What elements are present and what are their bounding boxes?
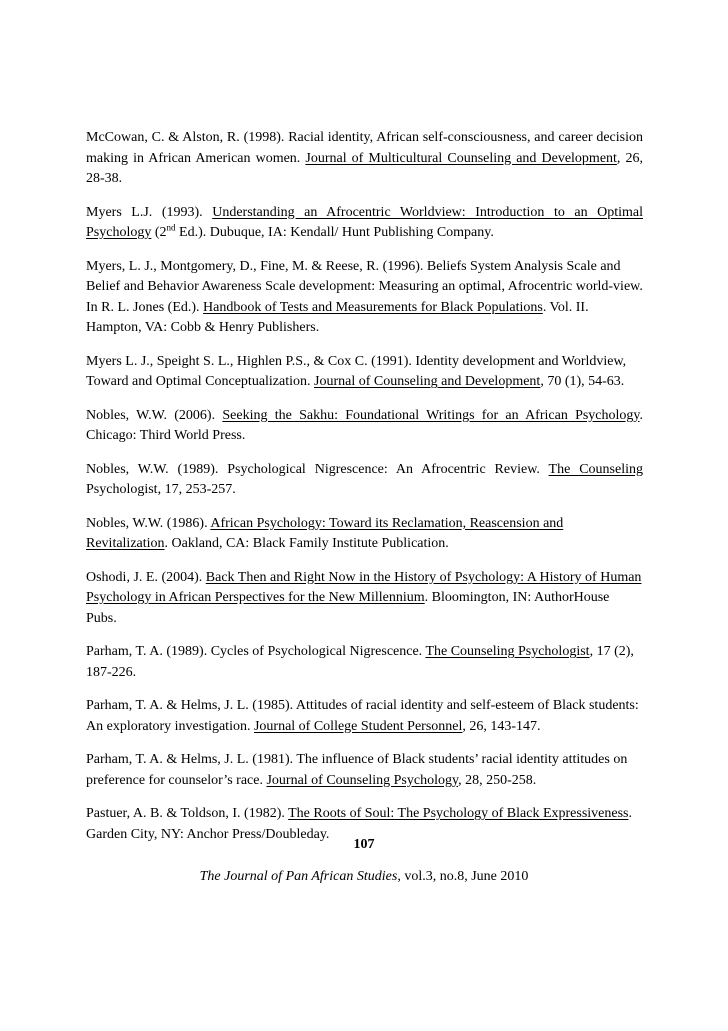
reference-entry	[86, 514, 643, 555]
reference-title: The Roots of Soul: The Psychology of Black Expressiveness	[288, 806, 629, 821]
reference-list	[86, 128, 643, 858]
edition-superscript: nd	[166, 222, 176, 233]
reference-title: The Counseling Psychologist	[425, 644, 590, 659]
reference-title: Journal of Multicultural Counseling and Development	[305, 150, 617, 166]
reference-text: Pastuer, A. B. & Toldson, I. (1982).	[86, 806, 289, 821]
reference-text: Parham, T. A. (1989). Cycles of Psychological Nigrescence.	[86, 644, 426, 659]
journal-name: The Journal of Pan African Studies	[199, 869, 398, 884]
journal-footer	[0, 869, 728, 885]
reference-text: Parham, T. A. & Helms, J. L. (1985). Attitudes of racial identity and self-esteem of Black students: An exploratory investigation.	[86, 698, 639, 734]
reference-entry	[86, 203, 643, 244]
reference-title: Journal of Counseling and Development	[314, 374, 541, 389]
reference-text: . Bloomington, IN: AuthorHouse Pubs.	[86, 590, 610, 626]
reference-text: , 17 (2), 187-226.	[86, 644, 634, 680]
reference-title: Journal of Counseling Psychology	[266, 772, 459, 788]
reference-entry	[86, 460, 643, 501]
reference-text: Parham, T. A. & Helms, J. L. (1981). The influence of Black students’ racial identity attitudes on preference for counselor’s race.	[86, 752, 628, 788]
reference-title: Understanding an Afrocentric Worldview: Introduction to an Optimal Psychology	[86, 204, 643, 240]
reference-title: African Psychology: Toward its Reclamation, Reascension and Revitalization	[86, 515, 564, 551]
reference-text: Myers L.J. (1993).	[86, 204, 213, 220]
reference-text: Nobles, W.W. (1986).	[86, 515, 211, 531]
reference-entry	[86, 642, 643, 683]
reference-text: , 26, 28-38.	[86, 150, 643, 186]
page-number: 107	[353, 837, 375, 852]
reference-text: Oshodi, J. E. (2004).	[86, 569, 206, 585]
reference-entry	[86, 352, 643, 393]
reference-entry	[86, 406, 643, 447]
journal-details: , vol.3, no.8, June 2010	[397, 869, 529, 884]
reference-text: Myers L. J., Speight S. L., Highlen P.S., & Cox C. (1991). Identity development and Worldview, Toward and Optimal Conceptualization.	[86, 353, 627, 389]
reference-title: Seeking the Sakhu: Foundational Writings for an African Psychology	[222, 407, 640, 423]
reference-text: , 28, 250-258.	[458, 772, 537, 788]
reference-text: Nobles, W.W. (2006).	[86, 407, 223, 423]
reference-text: . Chicago: Third World Press.	[86, 407, 643, 443]
reference-title: Journal of College Student Personnel	[253, 718, 463, 734]
reference-entry	[86, 128, 643, 190]
reference-entry	[86, 257, 643, 339]
reference-text: Nobles, W.W. (1989). Psychological Nigrescence: An Afrocentric Review.	[86, 461, 549, 477]
reference-entry	[86, 568, 643, 630]
reference-title: Back Then and Right Now in the History of Psychology: A History of Human Psychology in African Perspectives for the New Millennium	[86, 569, 642, 605]
reference-text: Myers, L. J., Montgomery, D., Fine, M. & Reese, R. (1996). Beliefs System Analysis Scale and Belief and Behavior Awareness Scale development: Measuring an optimal, Afrocentric world-view. In R. L. Jones (Ed.).	[86, 258, 643, 315]
reference-entry	[86, 750, 643, 791]
reference-entry	[86, 696, 643, 737]
reference-text: , 70 (1), 54-63.	[540, 374, 625, 389]
reference-text: (2	[151, 225, 167, 240]
reference-text: . Vol. II. Hampton, VA: Cobb & Henry Publishers.	[86, 299, 589, 335]
reference-text: , 26, 143-147.	[462, 718, 541, 734]
reference-title: The Counseling	[548, 461, 643, 477]
reference-text: McCowan, C. & Alston, R. (1998). Racial identity, African self-consciousness, and career decision making in African American women.	[86, 130, 643, 166]
reference-text: Ed.). Dubuque, IA: Kendall/ Hunt Publishing Company.	[175, 225, 494, 240]
reference-text: . Garden City, NY: Anchor Press/Doubleday.	[86, 806, 632, 842]
reference-title: Handbook of Tests and Measurements for Black Populations	[203, 299, 543, 315]
reference-text: . Oakland, CA: Black Family Institute Publication.	[164, 536, 449, 551]
reference-text: Psychologist, 17, 253-257.	[86, 482, 236, 497]
